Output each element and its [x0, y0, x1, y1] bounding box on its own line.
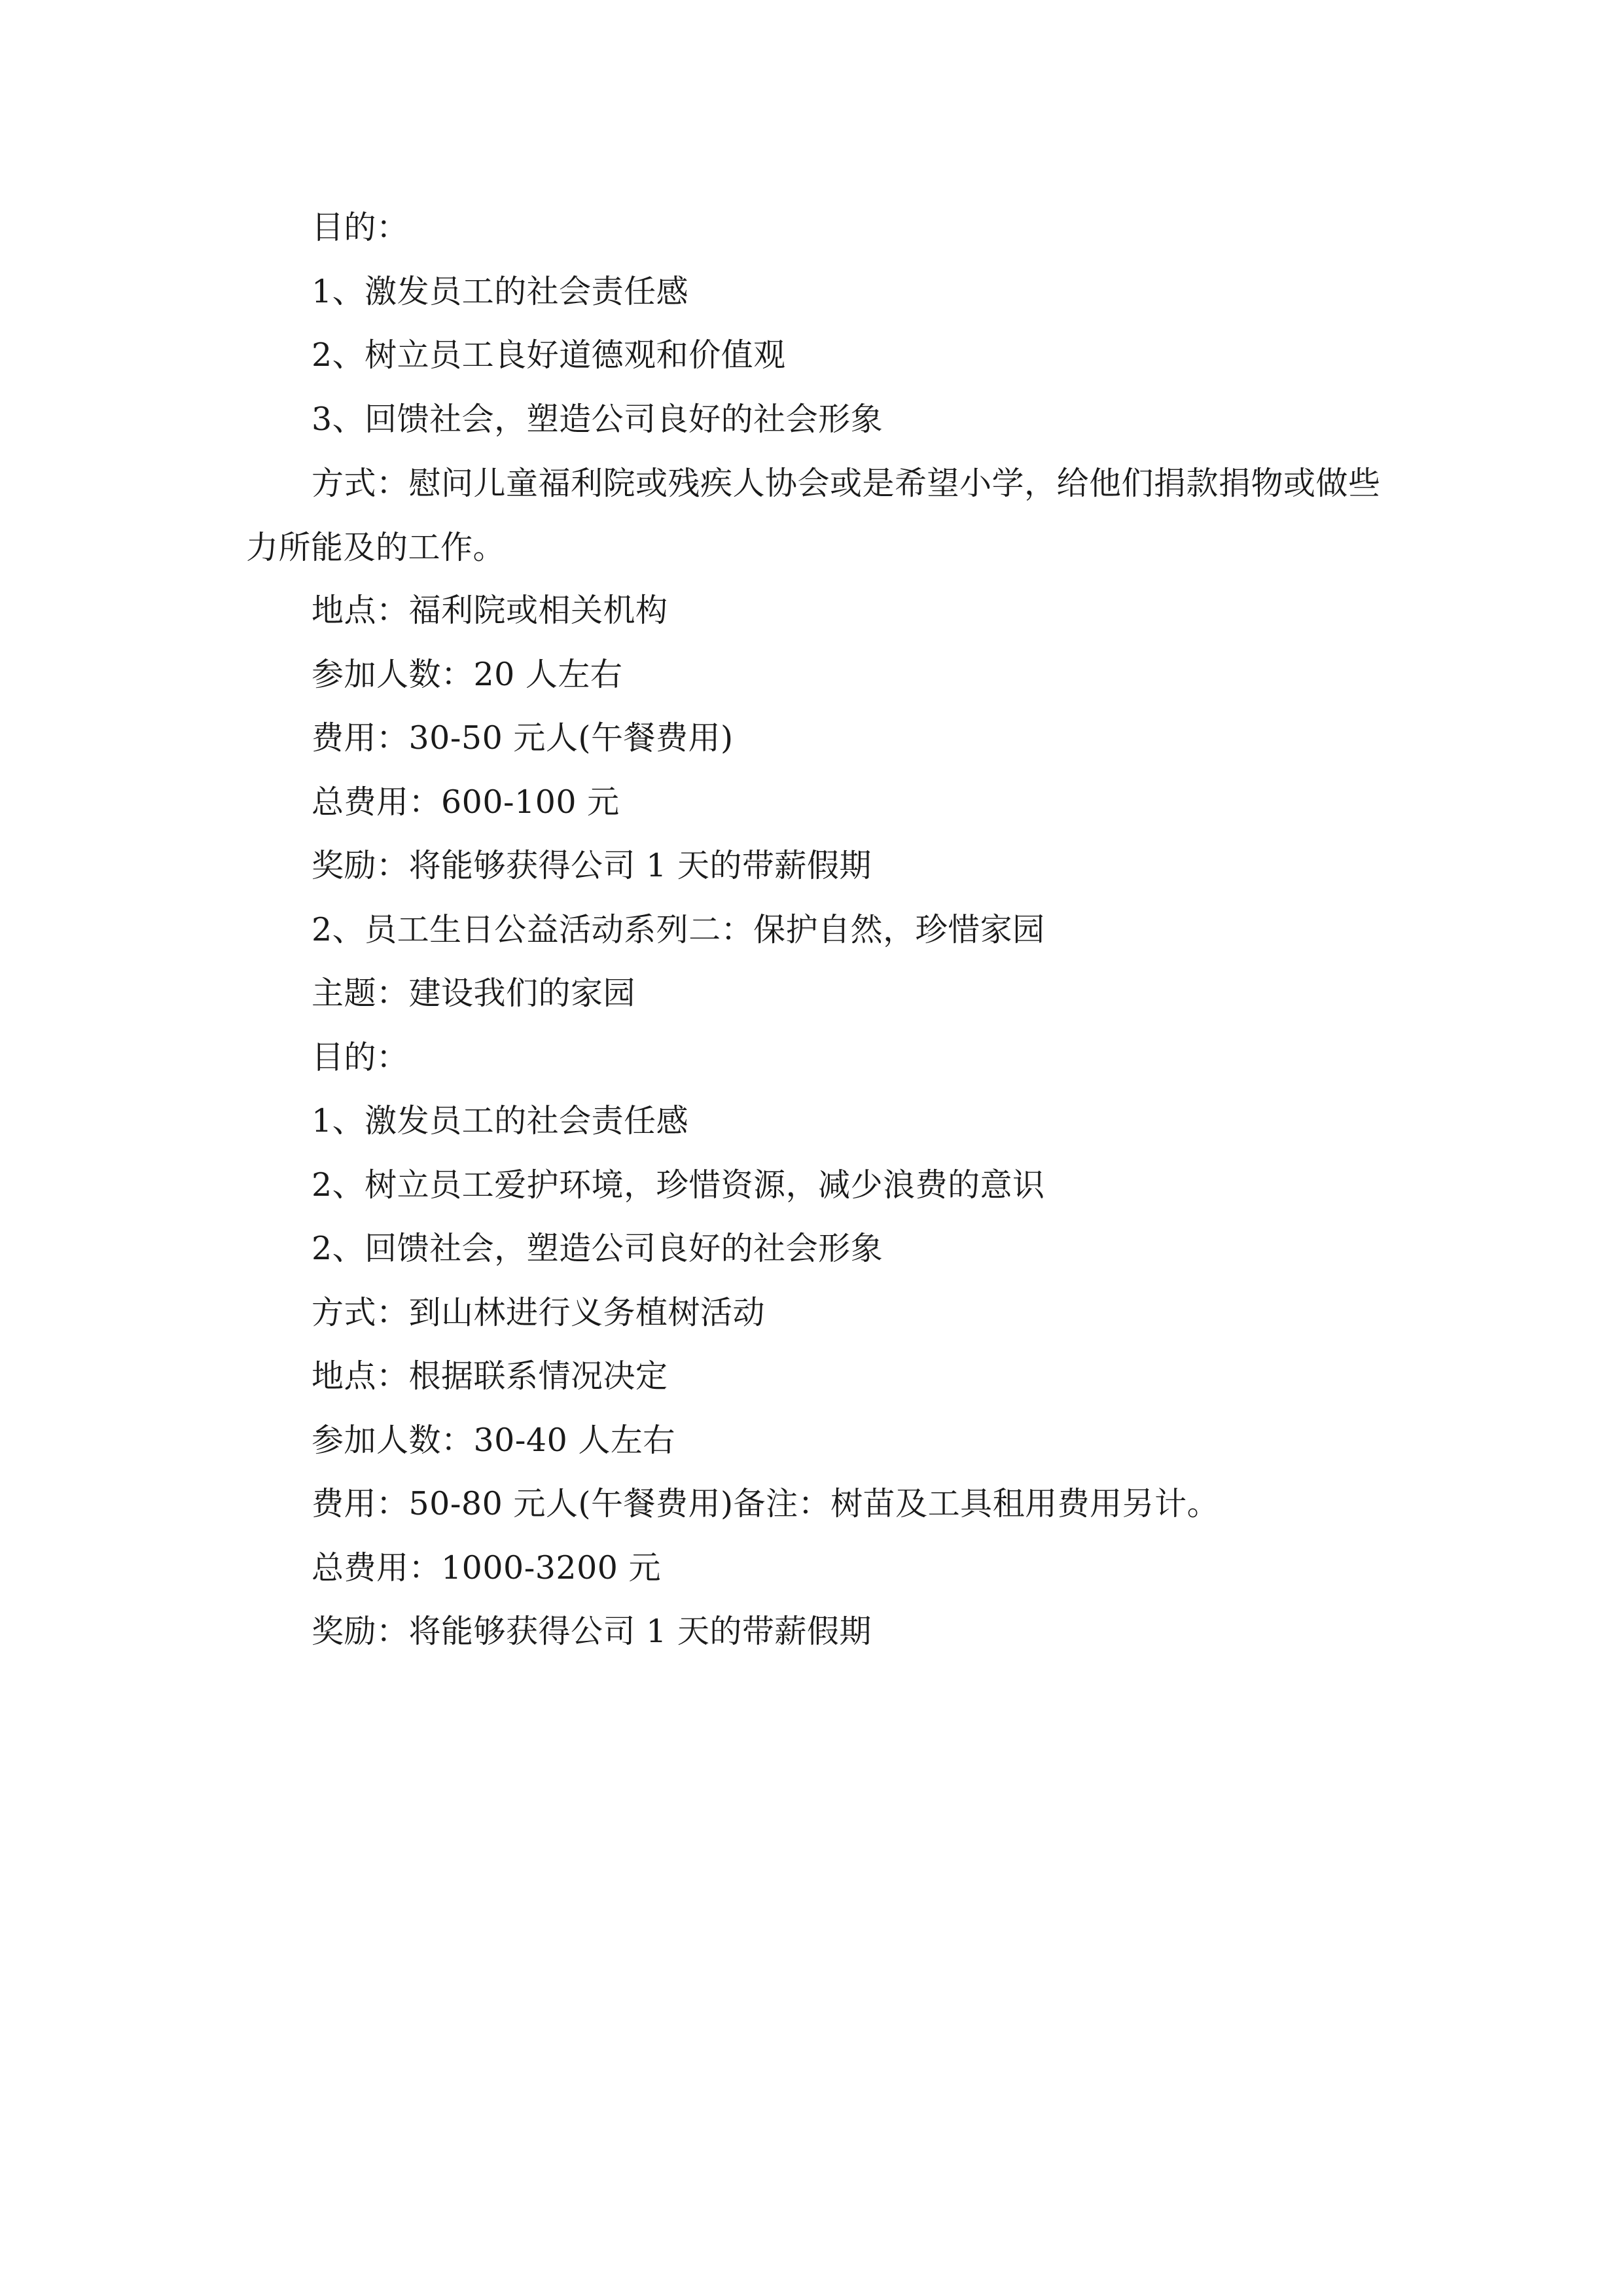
purpose-heading-1: 目的： — [312, 209, 409, 246]
cost-1: 费用：30-50 元人(午餐费用) — [312, 719, 734, 757]
purpose-item-1: 1、激发员工的社会责任感 — [312, 272, 689, 310]
reward-1: 奖励：将能够获得公司 1 天的带薪假期 — [312, 847, 872, 884]
method-text-1: 方式：慰问儿童福利院或残疾人协会或是希望小学，给他们捐款捐物或做些力所能及的工作。 — [246, 465, 1381, 566]
method-paragraph-1 — [246, 452, 1385, 579]
participants-1: 参加人数：20 人左右 — [312, 655, 623, 693]
purpose-item-2-2: 2、树立员工爱护环境，珍惜资源，减少浪费的意识 — [312, 1166, 1045, 1204]
reward-2: 奖励：将能够获得公司 1 天的带薪假期 — [312, 1613, 872, 1650]
document-body — [246, 204, 1385, 1672]
purpose-item-2-3: 2、回馈社会，塑造公司良好的社会形象 — [312, 1230, 883, 1267]
location-1: 地点：福利院或相关机构 — [312, 592, 668, 629]
purpose-item-3: 3、回馈社会，塑造公司良好的社会形象 — [312, 400, 883, 438]
participants-2: 参加人数：30-40 人左右 — [312, 1421, 675, 1459]
method-2: 方式：到山林进行义务植树活动 — [312, 1293, 766, 1331]
location-2: 地点：根据联系情况决定 — [312, 1357, 668, 1395]
theme-2: 主题：建设我们的家园 — [312, 975, 636, 1012]
cost-2: 费用：50-80 元人(午餐费用)备注：树苗及工具租用费用另计。 — [312, 1485, 1220, 1522]
activity-series-2-heading: 2、员工生日公益活动系列二：保护自然，珍惜家园 — [312, 910, 1045, 948]
purpose-heading-2: 目的： — [312, 1038, 409, 1076]
total-cost-2: 总费用：1000-3200 元 — [312, 1549, 662, 1587]
purpose-item-2-1: 1、激发员工的社会责任感 — [312, 1102, 689, 1139]
total-cost-1: 总费用：600-100 元 — [312, 783, 620, 821]
purpose-item-2: 2、树立员工良好道德观和价值观 — [312, 336, 786, 374]
